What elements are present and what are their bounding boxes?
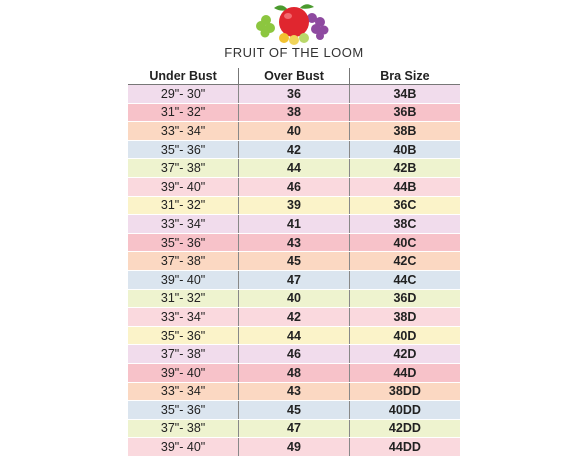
bra-size-chart	[128, 68, 460, 457]
cell-bra-size: 34B	[349, 85, 460, 104]
cell-under-bust: 31"- 32"	[128, 103, 239, 122]
cell-over-bust: 38	[239, 103, 350, 122]
cell-bra-size: 40DD	[349, 401, 460, 420]
cell-under-bust: 33"- 34"	[128, 122, 239, 141]
cell-over-bust: 39	[239, 196, 350, 215]
cell-under-bust: 33"- 34"	[128, 215, 239, 234]
cell-bra-size: 44C	[349, 270, 460, 289]
cell-over-bust: 44	[239, 326, 350, 345]
table-row	[128, 159, 460, 178]
cell-over-bust: 44	[239, 159, 350, 178]
cell-over-bust: 42	[239, 308, 350, 327]
cell-over-bust: 36	[239, 85, 350, 104]
cell-under-bust: 35"- 36"	[128, 401, 239, 420]
cell-bra-size: 38DD	[349, 382, 460, 401]
cell-bra-size: 40C	[349, 233, 460, 252]
cell-under-bust: 29"- 30"	[128, 85, 239, 104]
cell-bra-size: 44DD	[349, 438, 460, 457]
cell-over-bust: 40	[239, 289, 350, 308]
cell-bra-size: 42D	[349, 345, 460, 364]
cell-under-bust: 35"- 36"	[128, 326, 239, 345]
table-row	[128, 196, 460, 215]
cell-bra-size: 38D	[349, 308, 460, 327]
table-row	[128, 308, 460, 327]
table-row	[128, 270, 460, 289]
cell-under-bust: 33"- 34"	[128, 308, 239, 327]
cell-bra-size: 40B	[349, 140, 460, 159]
table-row	[128, 419, 460, 438]
table-row	[128, 345, 460, 364]
cell-bra-size: 42C	[349, 252, 460, 271]
table-row	[128, 326, 460, 345]
table-body	[128, 85, 460, 457]
cell-bra-size: 44B	[349, 177, 460, 196]
cell-under-bust: 37"- 38"	[128, 252, 239, 271]
table-header-row	[128, 68, 460, 85]
cell-bra-size: 38B	[349, 122, 460, 141]
cell-bra-size: 44D	[349, 363, 460, 382]
cell-over-bust: 45	[239, 252, 350, 271]
table-row	[128, 85, 460, 104]
cell-under-bust: 31"- 32"	[128, 196, 239, 215]
table-row	[128, 401, 460, 420]
cell-under-bust: 35"- 36"	[128, 140, 239, 159]
cell-over-bust: 45	[239, 401, 350, 420]
cell-under-bust: 39"- 40"	[128, 363, 239, 382]
cell-under-bust: 37"- 38"	[128, 159, 239, 178]
cell-over-bust: 46	[239, 345, 350, 364]
table-row	[128, 177, 460, 196]
cell-over-bust: 42	[239, 140, 350, 159]
cell-under-bust: 31"- 32"	[128, 289, 239, 308]
cell-under-bust: 39"- 40"	[128, 270, 239, 289]
table-row	[128, 122, 460, 141]
cell-over-bust: 43	[239, 233, 350, 252]
cell-under-bust: 37"- 38"	[128, 345, 239, 364]
cell-under-bust: 39"- 40"	[128, 177, 239, 196]
cell-over-bust: 48	[239, 363, 350, 382]
cell-over-bust: 40	[239, 122, 350, 141]
cell-bra-size: 40D	[349, 326, 460, 345]
cell-bra-size: 38C	[349, 215, 460, 234]
cell-bra-size: 36C	[349, 196, 460, 215]
header-bra-size: Bra Size	[349, 68, 460, 85]
table-row	[128, 233, 460, 252]
table-row	[128, 215, 460, 234]
table-row	[128, 289, 460, 308]
cell-over-bust: 49	[239, 438, 350, 457]
table-row	[128, 363, 460, 382]
table-row	[128, 140, 460, 159]
cell-bra-size: 42DD	[349, 419, 460, 438]
cell-over-bust: 43	[239, 382, 350, 401]
table-row	[128, 382, 460, 401]
header-over-bust: Over Bust	[239, 68, 350, 85]
table-row	[128, 103, 460, 122]
cell-over-bust: 46	[239, 177, 350, 196]
table-row	[128, 252, 460, 271]
cell-bra-size: 42B	[349, 159, 460, 178]
cell-over-bust: 41	[239, 215, 350, 234]
cell-over-bust: 47	[239, 270, 350, 289]
brand-wordmark: FRUIT OF THE LOOM	[224, 45, 364, 60]
cell-under-bust: 33"- 34"	[128, 382, 239, 401]
cell-under-bust: 35"- 36"	[128, 233, 239, 252]
cell-under-bust: 37"- 38"	[128, 419, 239, 438]
cell-under-bust: 39"- 40"	[128, 438, 239, 457]
cell-bra-size: 36B	[349, 103, 460, 122]
cell-bra-size: 36D	[349, 289, 460, 308]
fruit-cluster-logo-icon	[250, 2, 338, 46]
cell-over-bust: 47	[239, 419, 350, 438]
header-under-bust: Under Bust	[128, 68, 239, 85]
